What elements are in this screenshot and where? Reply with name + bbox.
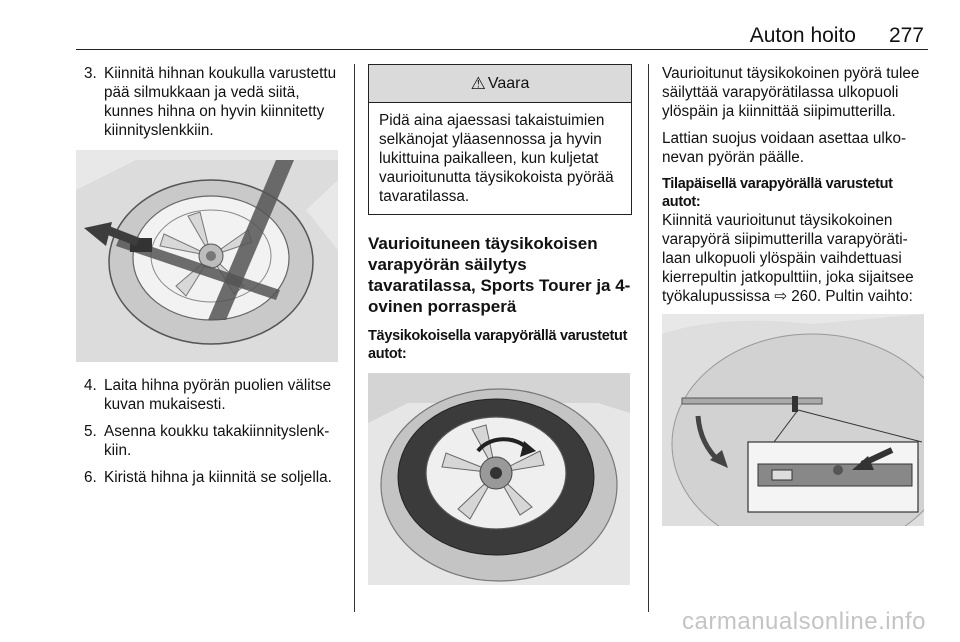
spare-wheel-well-figure: [368, 373, 630, 585]
step-text: Kiristä hihna ja kiinnitä se soljella.: [104, 469, 332, 486]
step-number: 5.: [84, 423, 97, 440]
step-number: 3.: [84, 65, 97, 82]
warning-title: Vaara: [487, 75, 530, 92]
warning-text: Pidä aina ajaessasi takaistuimien selkänojat yläasennossa ja hyvin lukittuina paikalleen, kun kuljetat vaurioitunutta täysikokoista pyörää tavaratilassa.: [379, 112, 614, 205]
section-subheading: Tilapäisellä varapyörällä varustetut autot:: [662, 176, 893, 210]
column-divider: [354, 64, 355, 612]
header-title: Auton hoito: [749, 24, 856, 47]
step-text: Laita hihna pyörän puolien välitse kuvan mukaisesti.: [104, 377, 332, 413]
paragraph: Vaurioitunut täysikokoinen pyörä tulee säilyttää varapyörätilassa ulkopuoli ylöspäin ja kiinnittää siipimutterilla.: [662, 65, 920, 120]
step-number: 4.: [84, 377, 97, 394]
step-text: Kiinnitä hihnan koukulla varustettu pää silmukkaan ja vedä siitä, kunnes hihna on hyvin kiinnitetty kiinnityslenkkiin.: [104, 65, 337, 139]
step-number: 6.: [84, 469, 97, 486]
warning-header: [369, 65, 631, 103]
section-heading: Vaurioituneen täysikokoisen varapyörän säilytys tavaratilassa, Sports Tourer ja 4-ovinen porrasperä: [368, 234, 631, 316]
warning-box: [368, 64, 632, 215]
column-left: [76, 64, 342, 495]
bolt-replacement-figure: [662, 314, 924, 526]
step-item: [76, 422, 342, 460]
step-item: [76, 64, 342, 140]
column-middle: [368, 64, 632, 585]
section-subheading: Täysikokoisella varapyörällä varustetut autot:: [368, 328, 628, 362]
step-text: Asenna koukku takakiinnityslenkkiin.: [104, 423, 330, 459]
step-item: [76, 376, 342, 414]
watermark: carmanualsonline.info: [682, 608, 926, 635]
column-divider: [648, 64, 649, 612]
step-item: [76, 468, 342, 487]
strap-wheel-figure: [76, 150, 338, 362]
page-header: [76, 22, 928, 50]
warning-triangle-icon: ⚠: [470, 74, 486, 93]
paragraph: Kiinnitä vaurioitunut täysikokoinen varapyörä siipimutterilla varapyörätilaan ulkopuoli ylöspäin vaihdettuasi kierrepultin jatkopulttiin, joka sijaitsee työkalupussissa ⇨ 260. Pultin vaihto:: [662, 212, 914, 305]
column-right: [662, 64, 928, 526]
paragraph: Lattian suojus voidaan asettaa ulkonevan pyörän päälle.: [662, 130, 907, 166]
page-number: 277: [888, 24, 924, 47]
